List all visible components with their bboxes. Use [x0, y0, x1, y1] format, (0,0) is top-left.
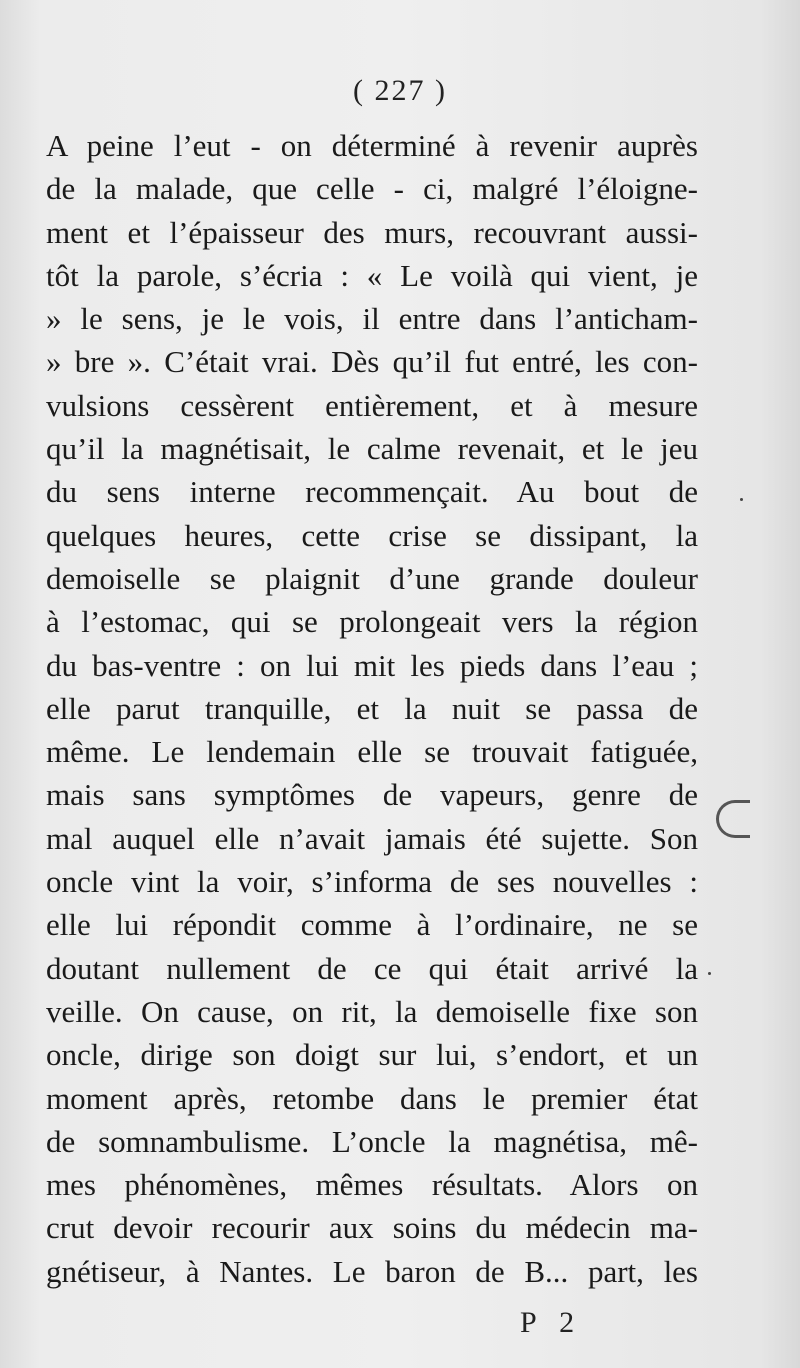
- text-line: oncle vint la voir, s’informa de ses nouvelles :: [46, 864, 698, 900]
- text-line: quelques heures, cette crise se dissipant, la: [46, 517, 698, 553]
- signature-mark: P 2: [520, 1306, 583, 1339]
- text-line: » le sens, je le vois, il entre dans l’anticham-: [46, 301, 698, 337]
- text-line: de somnambulisme. L’oncle la magnétisa, mê-: [46, 1123, 698, 1159]
- text-line: mais sans symptômes de vapeurs, genre de: [46, 777, 698, 813]
- text-line: demoiselle se plaignit d’une grande douleur: [46, 560, 698, 596]
- text-line: elle lui répondit comme à l’ordinaire, ne se: [46, 907, 698, 943]
- text-line: » bre ». C’était vrai. Dès qu’il fut entré, les con-: [46, 344, 698, 380]
- body-text: [46, 124, 698, 1293]
- text-line: vulsions cessèrent entièrement, et à mesure: [46, 387, 698, 423]
- text-line: même. Le lendemain elle se trouvait fatiguée,: [46, 734, 698, 770]
- paper-speck: [740, 498, 743, 501]
- text-line: mal auquel elle n’avait jamais été sujette. Son: [46, 820, 698, 856]
- paper-speck: [708, 972, 711, 975]
- text-line: du bas-ventre : on lui mit les pieds dans l’eau ;: [46, 647, 698, 683]
- text-line: ment et l’épaisseur des murs, recouvrant aussi-: [46, 214, 698, 250]
- text-line: elle parut tranquille, et la nuit se passa de: [46, 690, 698, 726]
- text-line: à l’estomac, qui se prolongeait vers la région: [46, 604, 698, 640]
- text-line: doutant nullement de ce qui était arrivé la: [46, 950, 698, 986]
- text-line: oncle, dirige son doigt sur lui, s’endort, et un: [46, 1037, 698, 1073]
- text-line: gnétiseur, à Nantes. Le baron de B... part, les: [46, 1253, 698, 1289]
- margin-pencil-mark: [716, 800, 750, 838]
- text-line: du sens interne recommençait. Au bout de: [46, 474, 698, 510]
- text-line: mes phénomènes, mêmes résultats. Alors on: [46, 1167, 698, 1203]
- text-line: tôt la parole, s’écria : « Le voilà qui vient, je: [46, 257, 698, 293]
- text-line: A peine l’eut - on déterminé à revenir auprès: [46, 128, 698, 163]
- text-line: qu’il la magnétisait, le calme revenait, et le jeu: [46, 431, 698, 467]
- text-line: de la malade, que celle - ci, malgré l’éloigne-: [46, 171, 698, 207]
- text-line: crut devoir recourir aux soins du médecin ma-: [46, 1210, 698, 1246]
- page-number: ( 227 ): [353, 74, 447, 107]
- text-line: moment après, retombe dans le premier état: [46, 1080, 698, 1116]
- text-line: veille. On cause, on rit, la demoiselle fixe son: [46, 993, 698, 1029]
